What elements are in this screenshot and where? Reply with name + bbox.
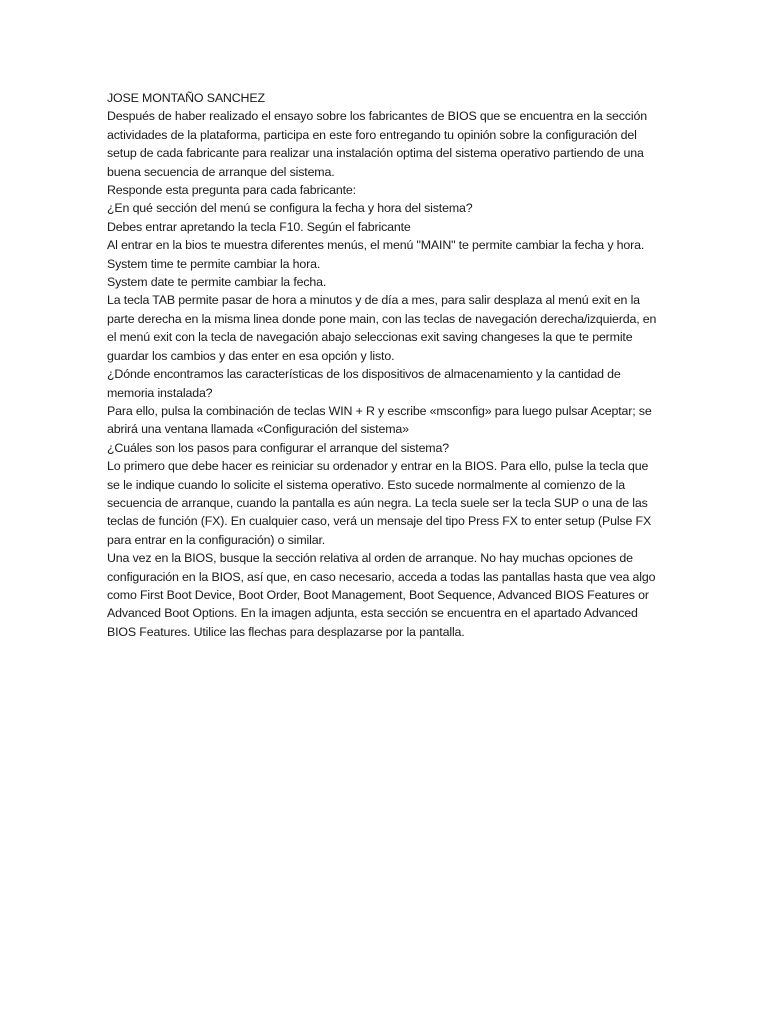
document-page [107, 89, 663, 641]
answer-paragraph: Al entrar en la bios te muestra diferentes menús, el menú "MAIN" te permite cambiar la fecha y hora. [107, 238, 645, 253]
intro-paragraph: Después de haber realizado el ensayo sobre los fabricantes de BIOS que se encuentra en la sección actividades de la plataforma, participa en este foro entregando tu opinión sobre la configuración del setup de cada fabricante para realizar una instalación optima del sistema operativo partiendo de una buena secuencia de arranque del sistema. [107, 109, 647, 179]
answer-paragraph: Para ello, pulsa la combinación de teclas WIN + R y escribe «msconfig» para luego pulsar Aceptar; se abrirá una ventana llamada «Configuración del sistema» [107, 403, 652, 437]
question-storage-memory: ¿Dónde encontramos las características de los dispositivos de almacenamiento y la cantidad de memoria instalada? [107, 367, 621, 400]
prompt-text: Responde esta pregunta para cada fabricante: [107, 183, 356, 198]
answer-paragraph: Una vez en la BIOS, busque la sección relativa al orden de arranque. No hay muchas opciones de configuración en la BIOS, así que, en caso necesario, acceda a todas las pantallas hasta que vea algo como First Boot Device, Boot Order, Boot Management, Boot Sequence, Advanced BIOS Features or Advanced Boot Options. En la imagen adjunta, esta sección se encuentra en el apartado Advanced BIOS Features. Utilice las flechas para desplazarse por la pantalla. [107, 551, 656, 639]
question-boot-config: ¿Cuáles son los pasos para configurar el arranque del sistema? [107, 440, 449, 455]
answer-paragraph: System time te permite cambiar la hora. [107, 256, 321, 271]
question-date-time: ¿En qué sección del menú se configura la fecha y hora del sistema? [107, 201, 473, 216]
answer-paragraph: System date te permite cambiar la fecha. [107, 275, 327, 290]
answer-paragraph: Debes entrar apretando la tecla F10. Según el fabricante [107, 219, 411, 234]
author-name: JOSE MONTAÑO SANCHEZ [107, 91, 265, 105]
answer-paragraph: La tecla TAB permite pasar de hora a minutos y de día a mes, para salir desplaza al menú exit en la parte derecha en la misma linea donde pone main, con las teclas de navegación derecha/izquierda, en el menú exit con la tecla de navegación abajo seleccionas exit saving changeses la que te permite guardar los cambios y das enter en esa opción y listo. [107, 293, 657, 363]
answer-paragraph: Lo primero que debe hacer es reiniciar su ordenador y entrar en la BIOS. Para ello, pulse la tecla que se le indique cuando lo solicite el sistema operativo. Esto sucede normalmente al comienzo de la secuencia de arranque, cuando la pantalla es aún negra. La tecla suele ser la tecla SUP o una de las teclas de función (FX). En cualquier caso, verá un mensaje del tipo Press FX to enter setup (Pulse FX para entrar en la configuración) o similar. [107, 459, 652, 547]
